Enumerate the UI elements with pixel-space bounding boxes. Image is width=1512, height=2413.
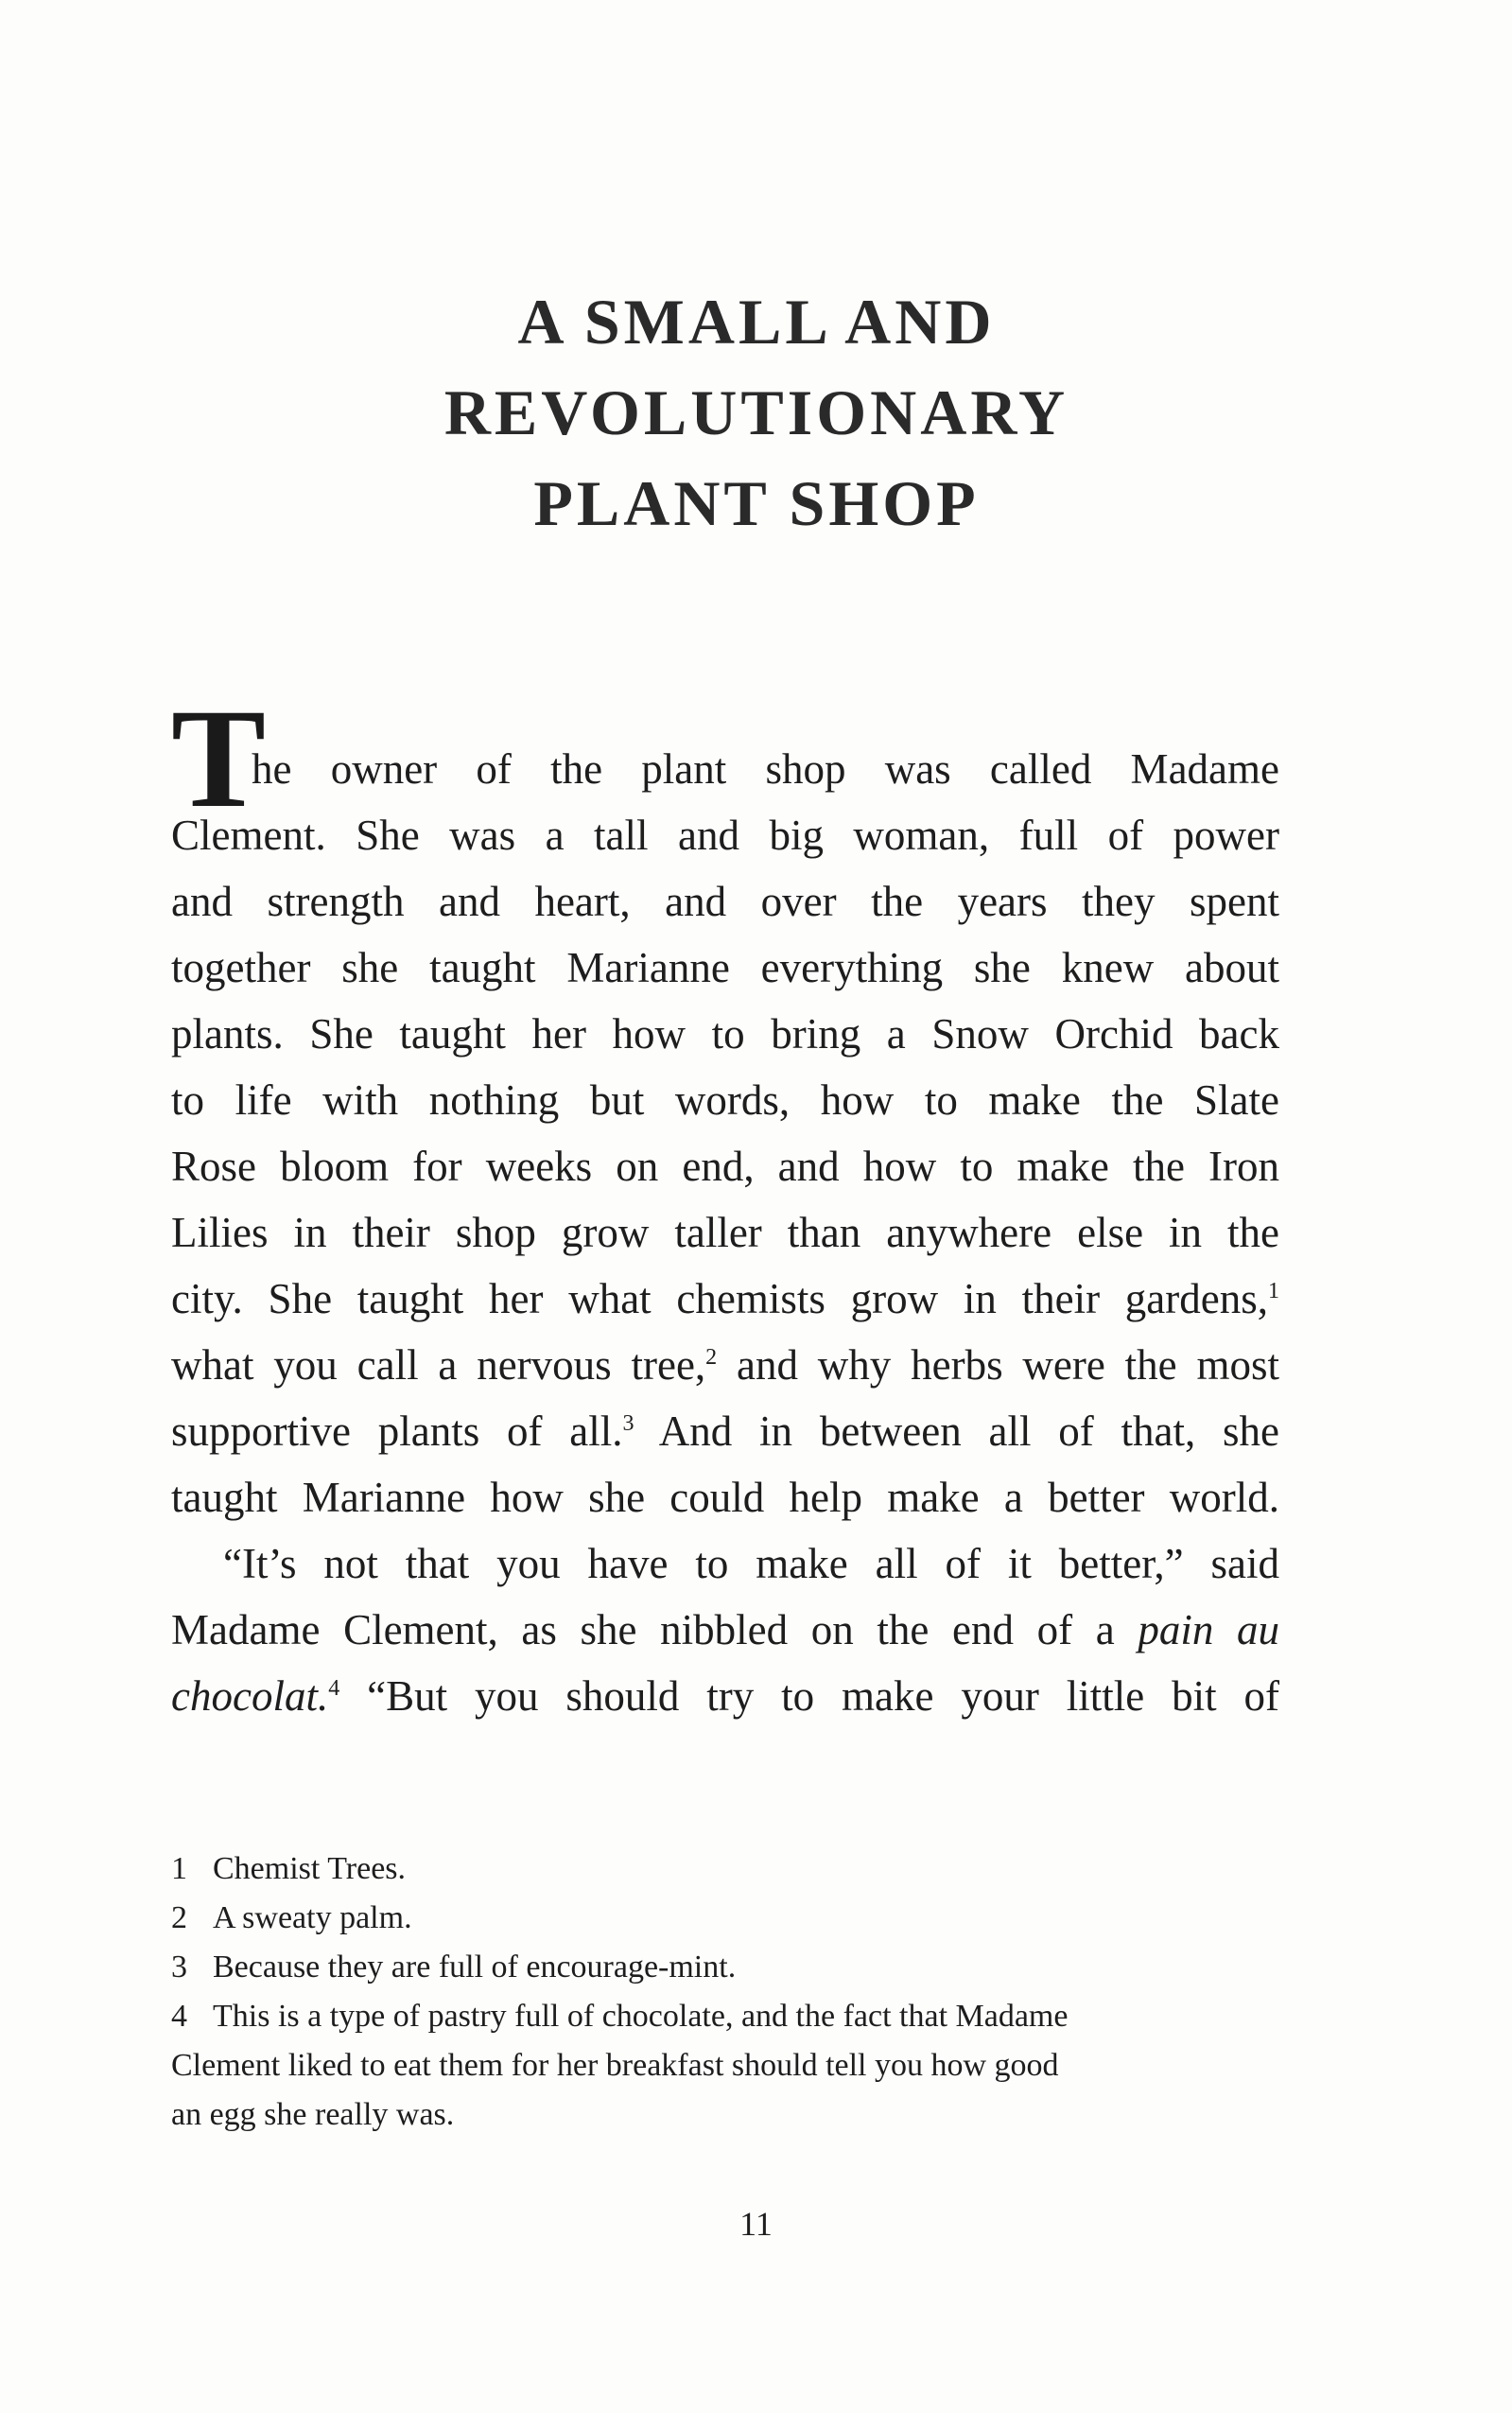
body-line-12: taught Marianne how she could help make a better world. [171,1474,1279,1521]
footnote-4 [171,1992,1279,2041]
footnote-ref-2[interactable]: 2 [705,1345,718,1370]
body-line-5: plants. She taught her how to bring a Snow Orchid back [171,1010,1279,1058]
chapter-title-line-1: A SMALL AND [517,286,996,358]
body-line-11 [171,1398,1279,1464]
body-line-14 [171,1597,1279,1663]
chapter-title-line-2: REVOLUTIONARY [443,376,1069,448]
body-line-10-text-b: and why herbs were the most [717,1341,1279,1389]
footnote-ref-1[interactable]: 1 [1268,1279,1279,1303]
body-line-10-text-a: what you call a nervous tree, [171,1341,706,1389]
footnote-number: 1 [171,1851,187,1886]
body-line-11-text-b: And in between all of that, she [634,1408,1279,1455]
body-line-9-text: city. She taught her what chemists grow in their gardens, [171,1275,1268,1322]
body-line-7: Rose bloom for weeks on end, and how to make the Iron [171,1143,1279,1190]
chapter-title [170,276,1343,549]
body-line-6: to life with nothing but words, how to make the Slate [171,1076,1279,1124]
body-line-3: and strength and heart, and over the years they spent [171,878,1279,925]
footnote-text: Because they are full of encourage-mint. [213,1950,737,1985]
body-line-10 [171,1332,1279,1398]
chapter-title-line-3: PLANT SHOP [533,467,980,539]
body-line-2: Clement. She was a tall and big woman, full of power [171,812,1279,859]
footnotes [171,1845,1279,2140]
drop-cap: T [171,680,267,837]
footnote-number: 2 [171,1900,187,1935]
page-number: 11 [739,2205,773,2243]
footnote-text: A sweaty palm. [213,1900,412,1935]
footnote-3 [171,1943,1279,1992]
footnote-ref-4[interactable]: 4 [328,1676,340,1701]
footnote-4-continued-2: an egg she really was. [171,2097,455,2132]
footnote-2 [171,1894,1279,1943]
body-line-4: together she taught Marianne everything she knew about [171,944,1279,991]
footnote-number: 4 [171,1999,187,2034]
body-line-15-italic: chocolat. [171,1672,329,1720]
footnote-ref-3[interactable]: 3 [622,1411,634,1436]
footnote-text: Chemist Trees. [213,1851,407,1886]
footnote-4-continued-1: Clement liked to eat them for her breakfast should tell you how good [171,2048,1059,2083]
body-line-14-text: Madame Clement, as she nibbled on the end of a [171,1606,1138,1653]
body-line-14-italic: pain au [1138,1606,1279,1653]
body-line-15 [171,1663,1279,1729]
body-line-9 [171,1266,1279,1332]
body-line-1: he owner of the plant shop was called Madame [252,745,1279,793]
body-line-15-text: “But you should try to make your little bit of [339,1672,1279,1720]
footnote-1 [171,1845,1279,1894]
body-line-8: Lilies in their shop grow taller than anywhere else in the [171,1209,1279,1256]
footnote-text: This is a type of pastry full of chocolate, and the fact that Madame [213,1999,1069,2034]
body-line-13: “It’s not that you have to make all of it better,” said [223,1540,1279,1587]
footnote-number: 3 [171,1950,187,1985]
body-text [171,736,1279,1729]
body-line-11-text-a: supportive plants of all. [171,1408,623,1455]
